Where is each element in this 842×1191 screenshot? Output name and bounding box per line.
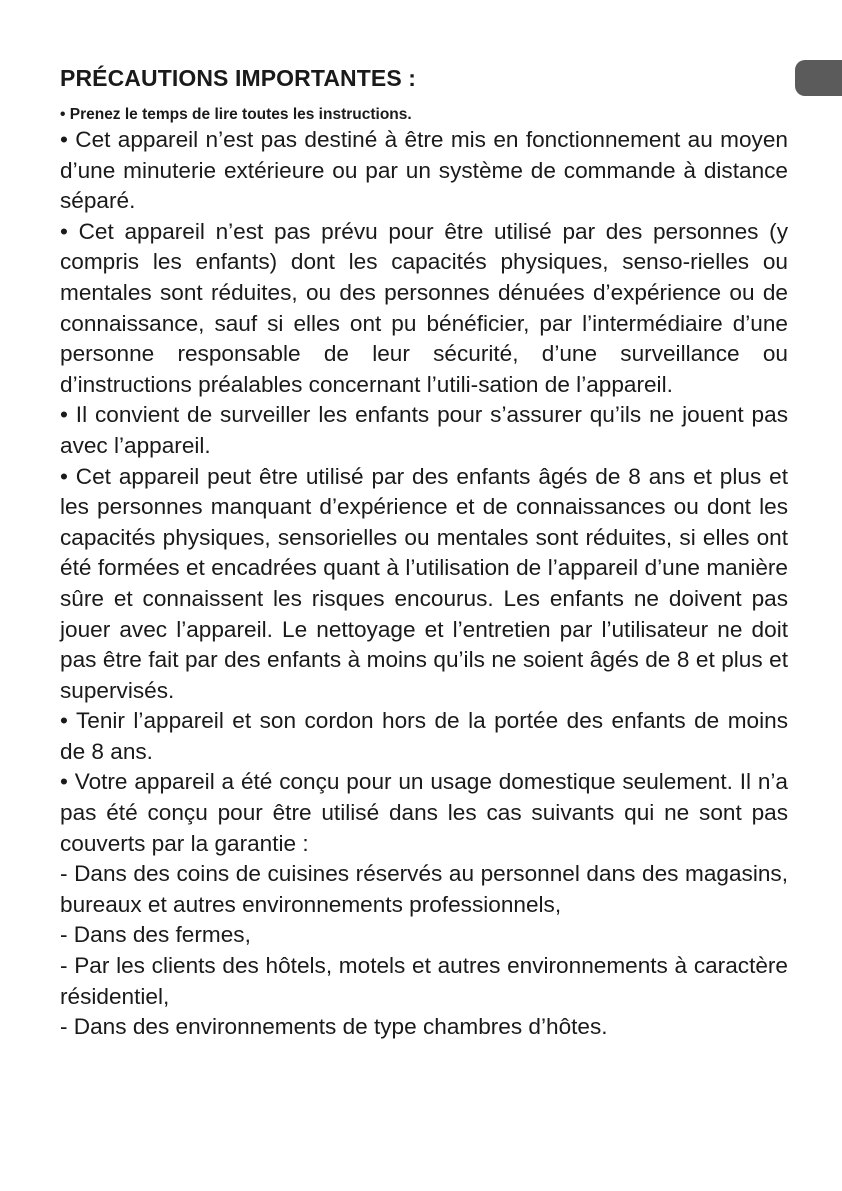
document-body: [60, 62, 788, 1043]
list-item-staff-kitchens: - Dans des coins de cuisines réservés au personnel dans des magasins, bureaux et autres environnements professionnels,: [60, 861, 788, 917]
list-item-hotels: - Par les clients des hôtels, motels et autres environnements à caractère résidentiel,: [60, 953, 788, 1009]
paragraph-domestic-use: • Votre appareil a été conçu pour un usage domestique seulement. Il n’a pas été conçu pour être utilisé dans les cas suivants qui ne sont pas couverts par la garantie :: [60, 769, 788, 856]
paragraph-reduced-capacities: • Cet appareil n’est pas prévu pour être utilisé par des personnes (y compris les enfants) dont les capacités physiques, senso-rielles ou mentales sont réduites, ou des personnes dénuées d’expérience ou de connaissance, sauf si elles ont pu bénéficier, par l’intermédiaire d’une personne responsable de leur sécurité, d’une surveillance ou d’instructions préalables concernant l’utili-sation de l’appareil.: [60, 218, 788, 397]
list-item-bed-and-breakfast: - Dans des environnements de type chambres d’hôtes.: [60, 1014, 608, 1040]
list-item-farms: - Dans des fermes,: [60, 922, 251, 948]
paragraph-cord-reach: • Tenir l’appareil et son cordon hors de la portée des enfants de moins de 8 ans.: [60, 708, 788, 764]
lead-instruction: • Prenez le temps de lire toutes les instructions.: [60, 106, 412, 123]
page-tab-marker: [795, 60, 842, 96]
paragraph-supervise-children: • Il convient de surveiller les enfants pour s’assurer qu’ils ne jouent pas avec l’appareil.: [60, 402, 788, 458]
paragraph-children-8-years: • Cet appareil peut être utilisé par des enfants âgés de 8 ans et plus et les personnes manquant d’expérience et de connaissances ou dont les capacités physiques, sensorielles ou mentales sont réduites, si elles ont été formées et encadrées quant à l’utilisation de l’appareil d’une manière sûre et connaissent les risques encourus. Les enfants ne doivent pas jouer avec l’appareil. Le nettoyage et l’entretien par l’utilisateur ne doit pas être fait par des enfants à moins qu’ils ne soient âgés de 8 et plus et supervisés.: [60, 463, 788, 703]
paragraph-timer-warning: • Cet appareil n’est pas destiné à être mis en fonctionnement au moyen d’une minuterie extérieure ou par un système de commande à distance séparé.: [60, 127, 788, 214]
page-title: PRÉCAUTIONS IMPORTANTES :: [60, 65, 417, 91]
